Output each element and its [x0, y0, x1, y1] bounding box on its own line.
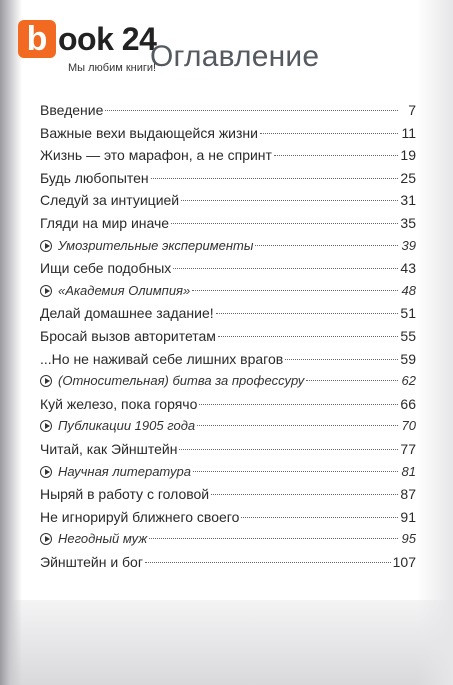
toc-entry-page: 66 [400, 395, 416, 412]
toc-subentry [40, 238, 416, 261]
dot-leader [179, 449, 398, 450]
toc-entry-title: Ищи себе подобных [40, 260, 172, 277]
dot-leader [211, 494, 398, 495]
toc-entry-page: 81 [401, 463, 416, 479]
toc-entry [40, 125, 416, 148]
logo-wordmark: ook 24 [58, 21, 157, 57]
dot-leader [255, 245, 398, 246]
dot-leader [181, 200, 398, 201]
toc-entry [40, 328, 416, 351]
toc-entry-page: 43 [400, 260, 416, 277]
play-circle-icon [40, 466, 52, 478]
play-circle-icon [40, 533, 52, 545]
dot-leader [149, 538, 398, 539]
logo-tagline: Мы любим книги! [68, 62, 157, 74]
toc-entry-page: 107 [392, 553, 416, 570]
toc-subentry [40, 418, 416, 441]
toc-entry-page: 70 [401, 418, 416, 434]
toc-entry-title: Жизнь — это марафон, а не спринт [40, 147, 272, 164]
toc-entry-page: 91 [400, 508, 416, 525]
toc-entry-title: Делай домашнее задание! [40, 305, 214, 322]
toc-entry [40, 170, 416, 193]
toc-entry-title: Куй железо, пока горячо [40, 395, 198, 412]
toc-entry [40, 351, 416, 374]
toc-entry-title: Важные вехи выдающейся жизни [40, 124, 258, 141]
toc-entry-title: Читай, как Эйнштейн [40, 440, 178, 457]
page-spine-shadow [0, 0, 22, 685]
toc-entry-page: 55 [400, 327, 416, 344]
toc-subentry [40, 531, 416, 554]
toc-entry [40, 509, 416, 532]
toc-entry-page: 77 [400, 440, 416, 457]
toc-entry-title: Не игнорируй ближнего своего [40, 508, 240, 525]
play-circle-icon [40, 285, 52, 297]
toc-entry-title: «Академия Олимпия» [58, 282, 191, 298]
toc-entry-title: Эйнштейн и бог [40, 553, 143, 570]
toc-entry-title: Будь любопытен [40, 169, 149, 186]
dot-leader [173, 268, 398, 269]
toc-entry-title: Негодный муж [58, 531, 148, 547]
toc-entry-title: Бросай вызов авторитетам [40, 327, 216, 344]
toc-entry-page: 35 [400, 214, 416, 231]
dot-leader [216, 313, 398, 314]
page-title: Оглавление [150, 40, 320, 73]
logo-mark: b [18, 20, 56, 58]
play-circle-icon [40, 375, 52, 387]
dot-leader [171, 223, 398, 224]
toc-entry [40, 260, 416, 283]
dot-leader [306, 380, 398, 381]
dot-leader [285, 359, 398, 360]
toc-entry [40, 396, 416, 419]
toc-entry-title: Умозрительные эксперименты [58, 237, 254, 253]
toc-entry-title: ...Но не наживай себе лишних врагов [40, 350, 284, 367]
toc-entry-title: Введение [40, 102, 104, 118]
toc-entry-page: 7 [408, 102, 416, 118]
toc-entry [40, 192, 416, 215]
toc-entry-title: Научная литература [58, 463, 191, 479]
toc-entry-title: Гляди на мир иначе [40, 214, 170, 231]
toc-subentry [40, 283, 416, 306]
toc-entry-title: (Относительная) битва за профессуру [58, 373, 305, 389]
toc-entry [40, 554, 416, 577]
dot-leader [145, 562, 391, 563]
toc-entry-page: 31 [400, 192, 416, 209]
toc-entry-page: 95 [401, 531, 416, 547]
book24-logo[interactable] [6, 20, 166, 80]
play-circle-icon [40, 420, 52, 432]
toc-entry-page: 25 [400, 169, 416, 186]
toc-entry [40, 305, 416, 328]
dot-leader [192, 290, 398, 291]
toc-entry [40, 486, 416, 509]
table-of-contents [40, 102, 416, 576]
toc-entry-page: 59 [400, 350, 416, 367]
toc-entry-page: 39 [401, 237, 416, 253]
dot-leader [199, 404, 398, 405]
toc-entry-page: 11 [401, 124, 416, 141]
dot-leader [260, 133, 398, 134]
page-right-edge [417, 0, 453, 685]
dot-leader [151, 178, 398, 179]
toc-entry-page: 51 [400, 305, 416, 322]
dot-leader [218, 336, 398, 337]
toc-subentry [40, 464, 416, 487]
toc-entry-title: Следуй за интуицией [40, 192, 180, 209]
toc-entry-page: 48 [401, 282, 416, 298]
toc-entry-title: Ныряй в работу с головой [40, 486, 210, 503]
dot-leader [197, 425, 398, 426]
dot-leader [193, 471, 398, 472]
toc-entry [40, 441, 416, 464]
toc-entry-title: Публикации 1905 года [58, 418, 196, 434]
toc-entry [40, 102, 416, 125]
toc-entry-page: 19 [400, 147, 416, 164]
toc-entry [40, 147, 416, 170]
play-circle-icon [40, 240, 52, 252]
dot-leader [241, 517, 398, 518]
dot-leader [105, 110, 398, 111]
page-bottom-edge [0, 600, 453, 685]
toc-entry [40, 215, 416, 238]
toc-entry-page: 62 [401, 373, 416, 389]
toc-subentry [40, 373, 416, 396]
toc-entry-page: 87 [400, 486, 416, 503]
dot-leader [274, 155, 398, 156]
